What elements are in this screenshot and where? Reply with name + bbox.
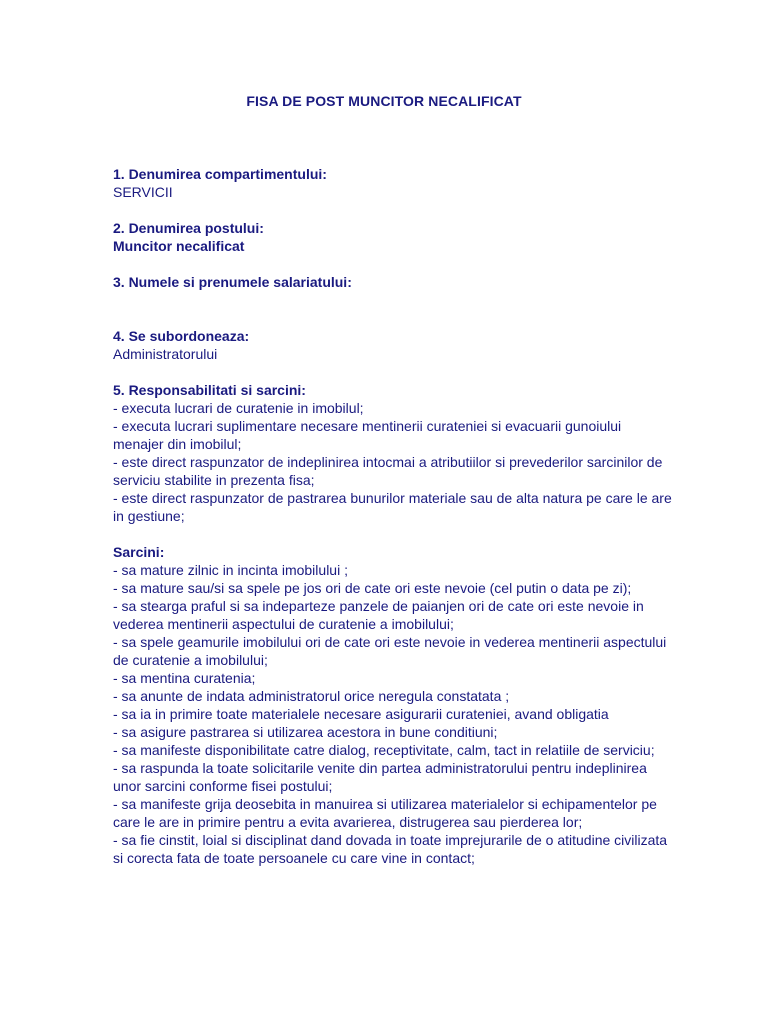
section-compartiment xyxy=(113,165,673,201)
list-item: - sa raspunda la toate solicitarile venite din partea administratorului pentru indeplinirea unor sarcini conforme fisei postului; xyxy=(113,760,647,794)
responsibilities-list xyxy=(113,399,673,525)
list-item: - sa mentina curatenia; xyxy=(113,670,256,686)
section-heading: 2. Denumirea postului: xyxy=(113,220,264,236)
section-post xyxy=(113,219,673,255)
list-item: - sa manifeste disponibilitate catre dialog, receptivitate, calm, tact in relatiile de serviciu; xyxy=(113,742,655,758)
list-item: - sa asigure pastrarea si utilizarea acestora in bune conditiuni; xyxy=(113,724,498,740)
list-item: - executa lucrari suplimentare necesare mentinerii curateniei si evacuarii gunoiului menajer din imobilul; xyxy=(113,418,622,452)
list-item: - este direct raspunzator de pastrarea bunurilor materiale sau de alta natura pe care le are in gestiune; xyxy=(113,490,672,524)
list-item: - este direct raspunzator de indeplinirea intocmai a atributiilor si prevederilor sarcinilor de serviciu stabilite in prezenta fisa; xyxy=(113,454,663,488)
list-item: - sa fie cinstit, loial si disciplinat dand dovada in toate imprejurarile de o atitudine civilizata si corecta fata de toate persoanele cu care vine in contact; xyxy=(113,832,668,866)
section-heading: 5. Responsabilitati si sarcini: xyxy=(113,382,306,398)
section-heading: 1. Denumirea compartimentului: xyxy=(113,166,327,182)
list-item: - sa spele geamurile imobilului ori de cate ori este nevoie in vederea mentinerii aspectului de curatenie a imobilului; xyxy=(113,634,667,668)
section-responsabilitati xyxy=(113,381,673,525)
tasks-list xyxy=(113,561,673,867)
section-heading: Sarcini: xyxy=(113,544,165,560)
section-value: SERVICII xyxy=(113,184,173,200)
list-item: - sa ia in primire toate materialele necesare asigurarii curateniei, avand obligatia xyxy=(113,706,609,722)
section-value: Administratorului xyxy=(113,346,218,362)
list-item: - sa mature sau/si sa spele pe jos ori de cate ori este nevoie (cel putin o data pe zi); xyxy=(113,580,632,596)
list-item: - sa stearga praful si sa indeparteze panzele de paianjen ori de cate ori este nevoie in vederea mentinerii aspectului de curatenie a imobilului; xyxy=(113,598,644,632)
list-item: - sa anunte de indata administratorul orice neregula constatata ; xyxy=(113,688,510,704)
section-salariat xyxy=(113,273,673,291)
document-body xyxy=(113,165,673,867)
list-item: - executa lucrari de curatenie in imobilul; xyxy=(113,400,364,416)
section-heading: 3. Numele si prenumele salariatului: xyxy=(113,274,352,290)
section-value: Muncitor necalificat xyxy=(113,238,245,254)
section-heading: 4. Se subordoneaza: xyxy=(113,328,250,344)
section-subordonare xyxy=(113,327,673,363)
list-item: - sa mature zilnic in incinta imobilului ; xyxy=(113,562,348,578)
list-item: - sa manifeste grija deosebita in manuirea si utilizarea materialelor si echipamentelor pe care le are in primire pentru a evita avarierea, distrugerea sau pierderea lor; xyxy=(113,796,657,830)
section-sarcini xyxy=(113,543,673,867)
document-title: FISA DE POST MUNCITOR NECALIFICAT xyxy=(246,93,522,109)
